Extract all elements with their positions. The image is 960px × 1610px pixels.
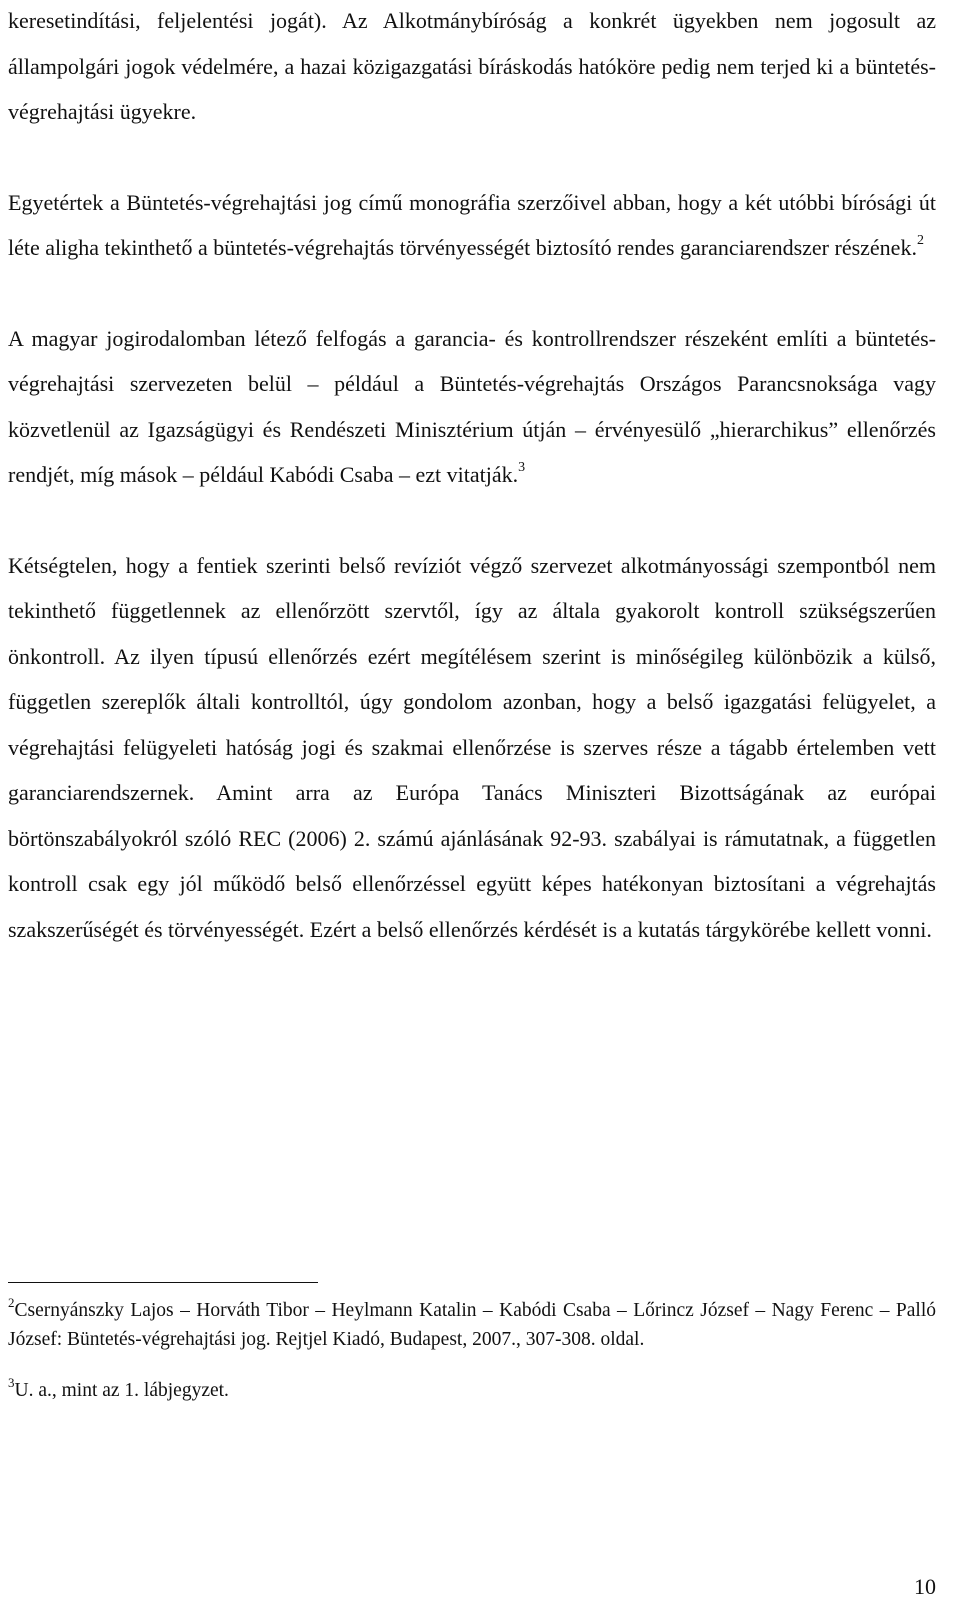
footnote-2 xyxy=(8,1296,936,1354)
paragraph-2 xyxy=(8,180,936,271)
footnote-3 xyxy=(8,1376,936,1405)
footnote-number: 3 xyxy=(8,1375,15,1390)
footnote-reference-2[interactable]: 2 xyxy=(916,233,924,248)
paragraph-3-text: A magyar jogirodalomban létező felfogás a garancia- és kontrollrendszer részeként említi a büntetés-végrehajtási szervezeten belül – például a Büntetés-végrehajtás Országos Parancsnoksága vagy közvetlenül az Igazságügyi és Rendészeti Minisztérium útján – érvényesülő „hierarchikus” ellenőrzés rendjét, míg mások – például Kabódi Csaba – ezt vitatják. xyxy=(8,325,936,487)
paragraph-spacer xyxy=(8,135,936,180)
page-number: 10 xyxy=(914,1574,936,1599)
paragraph-spacer xyxy=(8,271,936,316)
footnote-number: 2 xyxy=(8,1295,15,1310)
footnote-separator-line xyxy=(8,1282,318,1283)
footnote-text: Csernyánszky Lajos – Horváth Tibor – Heylmann Katalin – Kabódi Csaba – Lőrincz József – Nagy Ferenc – Palló József: Büntetés-végrehajtási jog. Rejtjel Kiadó, Budapest, 2007., 307-308. oldal. xyxy=(8,1300,936,1350)
footnote-reference-3[interactable]: 3 xyxy=(518,460,526,475)
document-body xyxy=(8,0,936,952)
paragraph-3 xyxy=(8,316,936,498)
footnotes-section xyxy=(8,1296,936,1405)
paragraph-4-text: Kétségtelen, hogy a fentiek szerinti belső revíziót végző szervezet alkotmányossági szempontból nem tekinthető függetlennek az ellenőrzött szervtől, így az általa gyakorolt kontroll szükségszerűen önkontroll. Az ilyen típusú ellenőrzés ezért megítélésem szerint is minőségileg különbözik a külső, független szereplők általi kontrolltól, úgy gondolom azonban, hogy a belső igazgatási felügyelet, a végrehajtási felügyeleti hatóság jogi és szakmai ellenőrzése is szerves része a tágabb értelemben vett garanciarendszernek. Amint arra az Európa Tanács Miniszteri Bizottságának az európai börtönszabályokról szóló REC (2006) 2. számú ajánlásának 92-93. szabályai is rámutatnak, a független kontroll csak egy jól működő belső ellenőrzéssel együtt képes hatékonyan biztosítani a végrehajtás szakszerűségét és törvényességét. Ezért a belső ellenőrzés kérdését is a kutatás tárgykörébe kellett vonni. xyxy=(8,552,936,942)
paragraph-1-text: keresetindítási, feljelentési jogát). Az Alkotmánybíróság a konkrét ügyekben nem jogosult az állampolgári jogok védelmére, a hazai közigazgatási bíráskodás hatóköre pedig nem terjed ki a büntetés-végrehajtási ügyekre. xyxy=(8,8,936,124)
paragraph-1 xyxy=(8,0,936,135)
paragraph-4 xyxy=(8,543,936,953)
footnote-spacer xyxy=(8,1354,936,1376)
footnote-text: U. a., mint az 1. lábjegyzet. xyxy=(14,1380,229,1401)
paragraph-2-text: Egyetértek a Büntetés-végrehajtási jog című monográfia szerzőivel abban, hogy a két utóbbi bírósági út léte aligha tekinthető a büntetés-végrehajtás törvényességét biztosító rendes garanciarendszer részének. xyxy=(8,189,936,260)
paragraph-spacer xyxy=(8,498,936,543)
